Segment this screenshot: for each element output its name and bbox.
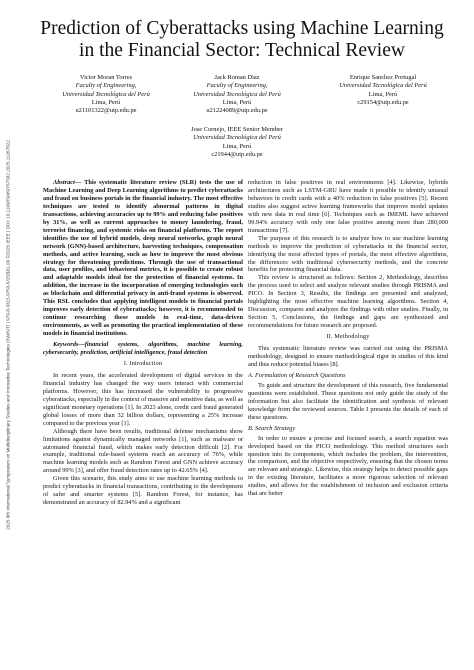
author-dept: Faculty of Engineering, (75, 82, 137, 90)
left-column (43, 179, 243, 507)
keywords-text: financial systems, algorithms, machine learning, cybersecurity, prediction, artificial intelligence, fraud detection (43, 341, 243, 357)
author-block-1 (42, 74, 170, 115)
title-line-1: Prediction of Cyberattacks using Machine Learning (40, 18, 444, 39)
right-column (248, 179, 448, 498)
author-city: Lima, Perú (222, 142, 252, 150)
body-paragraph-3: This review is structured as follows: Section 2, Methodology, describes the process used to select and analyze relevant studies through PRISMA and PICO. In Section 3, Results, the findings are presented and analyzed, highlighting the most effective machine learning algorithms. Section 4, Discussion, compares and analyzes the findings with other studies. Finally, in Section 5, Conclusions, the findings and gaps are synthesized and recommendations for future research are proposed. (248, 274, 448, 330)
author-city: Lima, Perú (91, 98, 121, 106)
author-city: Lima, Perú (222, 98, 252, 106)
intro-paragraph-2: Although there have been results, traditional defense mechanisms show limitations against dynamically managed networks [1], such as malware or automated financial fraud, which makes early detection difficult [2]. For example, traditional rule-based systems reach an accuracy of 76%, while machine learning models such as Random Forest and GNN achieve accuracy around 99% [3], and offer fraud detection rates up to 42.65% [4]. (43, 427, 243, 475)
abstract-text: This systematic literature review (SLR) tests the use of Machine Learning and Deep Learning algorithms to predict cyberattacks and fraud on business portals in the financial industry. The most effective techniques are tested to identify abnormal patterns in digital transactions, achieving accuracies up to 99% and reducing false positives by 31%, as well as current approaches to money laundering, fraud, terrorist financing, and systemic risks on financial platforms. The report identifies the use of hybrid models, deep neural networks, graph neural network (GNN)-based architecture, harvesting techniques, compensation methods, and active learning, such as how to improve the most obvious strategy for threatening predictions. Through the use of transactional data, user profiles, and behavioral metrics, it is possible to create robust and adaptable models ideal for the protection of financial systems. In addition, the increase in the incorporation of emerging technologies such as blockchain and differential privacy in anti-fraud systems is observed. This RSL concludes that applying intelligent models to financial portals improves early detection of cyberattacks; however, it is recommended to continue researching these models in real-time, data-driven environments, as well as promoting the practical implementation of these models in financial institutions. (43, 179, 243, 338)
keywords-label: Keywords— (53, 341, 85, 349)
paper-title (22, 18, 462, 62)
author-univ: Universidad Tecnológica del Perú (62, 90, 150, 98)
body-paragraph-1: reduction in false positives in real environments [4]. Likewise, hybrids architectures such as LSTM-GRU have made it possible to identify unusual behaviors in credit cards with a 40% reduction in false positives [5]. Recent studies also suggest active learning frameworks that improve model updates with new data in real time [6]. Techniques such as IMEML have achieved 99.94% accuracy with only one false positive among more than 280,000 transactions [7]. (248, 179, 448, 234)
section-heading-methodology: II. Methodology (326, 334, 370, 341)
author-city: Lima, Perú (368, 90, 398, 98)
author-name: Enrique Sanchez Portugal (349, 74, 417, 81)
author-block-3 (318, 74, 448, 107)
subsection-heading-b: B. Search Strategy (248, 424, 296, 432)
author-block-2 (172, 74, 302, 115)
doi-line: 2025 9th International Symposium on Multidisciplinary Studies and Innovative Technologies (ISMSIT) | 979-8-3315-9753-5/25/$31.00 ©2025 IEEE | DOI: 10.1109/ISMSIT67332.2025.11267822 (5, 140, 11, 530)
author-email: u21224089@utp.edu.pe (206, 107, 268, 115)
intro-paragraph-3: Given this scenario, this study aims to use machine learning methods to predict cyberattacks in financial transactions, contributing to the development of safer and smarter systems [5]. Random Forest, for instance, has demonstrated an accuracy of 82.94% and a significant (43, 475, 243, 507)
subsection-heading-a: A. Formulation of Research Questions (248, 371, 346, 379)
abstract-paragraph (43, 179, 243, 338)
copyright-sidebar (0, 0, 16, 670)
author-name: Jose Cornejo, IEEE Senior Member (191, 126, 283, 133)
abstract-label: Abstract— (53, 179, 82, 186)
author-univ: Universidad Tecnológica del Perú (193, 134, 281, 142)
keywords-paragraph (43, 341, 243, 357)
author-univ: Universidad Tecnológica del Perú (193, 90, 281, 98)
author-email: c29154@utp.edu.pe (357, 98, 409, 106)
body-paragraph-6: In order to ensure a precise and focused search, a search equation was developed based on the PICO methodology. This method structures each question into its components, which includes the problem, the intervention, the comparison, and the objective respectively, ensuring that the chosen terms are relevant and strategic. Likewise, this strategy helps to detect possible gaps in the existing literature, facilitates a more rigorous selection of relevant studies, and allows for the establishment of inclusion and exclusion criteria that are better (248, 434, 448, 498)
body-paragraph-5: To guide and structure the development of this research, five fundamental questions were established. These questions not only guide the study of the information but also facilitate the identification and synthesis of relevant knowledge from the reviewed sources. Table I presents the details of each of these questions. (248, 381, 448, 421)
body-paragraph-2: The purpose of this research is to analyze how to use machine learning methods to improve the prediction of cyberattacks in the financial sector, identifying the most affected types of portals, the most effective algorithms, the differences with traditional cybersecurity methods, and the concrete benefits for protecting financial data. (248, 234, 448, 274)
title-line-2: in the Financial Sector: Technical Review (79, 40, 405, 61)
author-block-4 (170, 126, 304, 159)
section-heading-introduction: I. Introduction (123, 360, 163, 367)
author-dept: Faculty of Engineering, (206, 82, 268, 90)
body-paragraph-4: This systematic literature review was carried out using the PRISMA methodology, designed to ensure methodological rigor in studies of this kind and thus reduce potential biases [8]. (248, 345, 448, 368)
intro-paragraph-1: In recent years, the accelerated development of digital services in the financial industry has changed the way users interact with commercial platforms. However, this has increased the vulnerability to progressive cyberattacks, especially in the context of massive and sensitive data, as well as significant monetary operations [1]. In 2023 alone, credit card fraud generated global losses of more than 32 billion dollars, representing a 25% increase compared to the previous year [1]. (43, 371, 243, 427)
author-name: Jack Roman Diaz (214, 74, 260, 81)
author-name: Victor Moran Torres (79, 74, 133, 81)
author-univ: Universidad Tecnológica del Perú (339, 82, 427, 90)
author-email: c21944@utp.edu.pe (211, 150, 263, 158)
author-email: u21101322@utp.edu.pe (75, 107, 137, 115)
